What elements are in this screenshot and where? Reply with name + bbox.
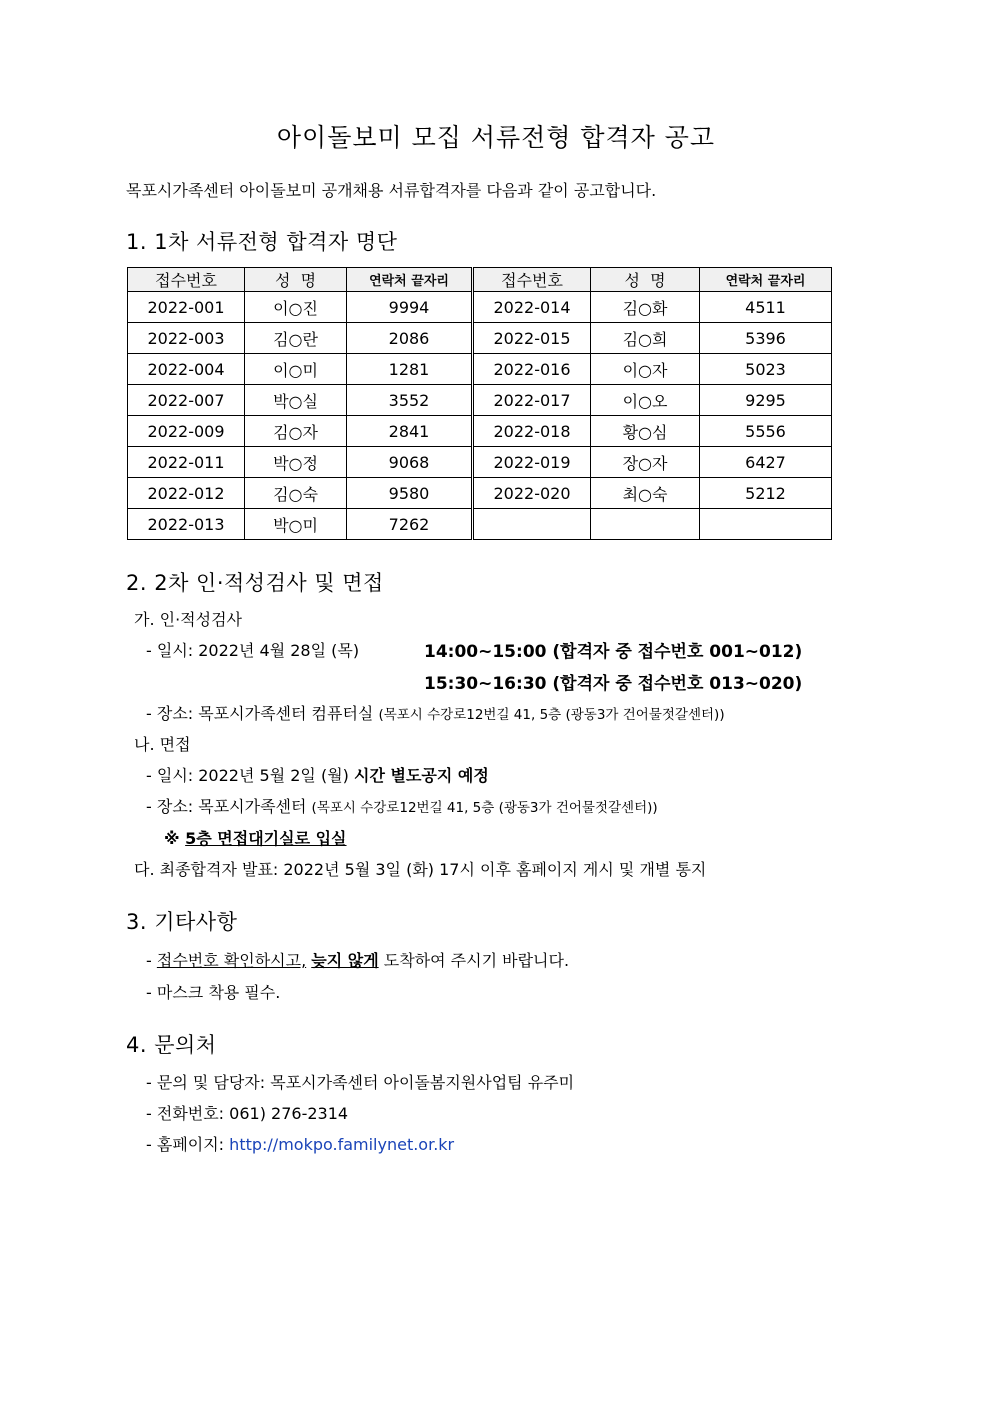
contact-person: - 문의 및 담당자: 목포시가족센터 아이돌봄지원사업팀 유주미 <box>146 1073 575 1092</box>
cell-name: 김○란 <box>245 323 347 354</box>
table-row <box>128 509 832 540</box>
cell-number: 2022-009 <box>128 416 245 447</box>
cell-number: 2022-015 <box>473 323 591 354</box>
cell-number: 2022-003 <box>128 323 245 354</box>
cell-phone-last4: 5396 <box>700 323 832 354</box>
interview-note <box>164 826 347 849</box>
aptitude-place <box>146 701 725 724</box>
final-announcement: 다. 최종합격자 발표: 2022년 5월 3일 (화) 17시 이후 홈페이지 게시 및 개별 통지 <box>134 860 707 879</box>
cell-name: 김○숙 <box>245 478 347 509</box>
cell-name: 박○정 <box>245 447 347 478</box>
applicant-table <box>127 267 832 540</box>
aptitude-place-address: (목포시 수강로12번길 41, 5층 (광동3가 건어물젓갈센터)) <box>378 707 725 723</box>
cell-number: 2022-007 <box>128 385 245 416</box>
table-row <box>128 323 832 354</box>
aptitude-date-text: - 일시: 2022년 4월 28일 (목) <box>146 641 360 660</box>
cell-name: 김○화 <box>591 292 700 323</box>
cell-phone-last4: 5212 <box>700 478 832 509</box>
col-header-phone: 연락처 끝자리 <box>700 268 832 292</box>
cell-phone-last4: 4511 <box>700 292 832 323</box>
cell-number <box>473 509 591 540</box>
page-title: 아이돌보미 모집 서류전형 합격자 공고 <box>276 123 716 152</box>
interview-time-note: 시간 별도공지 예정 <box>354 766 489 785</box>
col-header-number: 접수번호 <box>473 268 591 292</box>
cell-number: 2022-018 <box>473 416 591 447</box>
contact-homepage <box>146 1132 454 1155</box>
cell-name: 이○미 <box>245 354 347 385</box>
cell-phone-last4: 7262 <box>347 509 473 540</box>
col-header-number: 접수번호 <box>128 268 245 292</box>
notice-item-1 <box>146 948 569 971</box>
cell-phone-last4: 6427 <box>700 447 832 478</box>
contact-phone: - 전화번호: 061) 276-2314 <box>146 1104 349 1123</box>
cell-phone-last4: 5023 <box>700 354 832 385</box>
interview-note-text: 5층 면접대기실로 입실 <box>185 829 347 848</box>
cell-phone-last4: 9295 <box>700 385 832 416</box>
cell-name: 이○자 <box>591 354 700 385</box>
col-header-name: 성 명 <box>245 268 347 292</box>
cell-name: 박○미 <box>245 509 347 540</box>
notice-part-2: 늦지 않게 <box>311 951 379 970</box>
table-row <box>128 416 832 447</box>
cell-number: 2022-016 <box>473 354 591 385</box>
aptitude-place-text: - 장소: 목포시가족센터 컴퓨터실 <box>146 704 374 723</box>
aptitude-time2: 15:30~16:30 (합격자 중 접수번호 013~020) <box>424 674 803 694</box>
cell-name <box>591 509 700 540</box>
notice-item-2: - 마스크 착용 필수. <box>146 983 281 1002</box>
cell-name: 장○자 <box>591 447 700 478</box>
section3-heading: 3. 기타사항 <box>126 910 238 934</box>
cell-number: 2022-014 <box>473 292 591 323</box>
table-row <box>128 385 832 416</box>
cell-name: 김○자 <box>245 416 347 447</box>
homepage-label: - 홈페이지: <box>146 1135 225 1154</box>
cell-phone-last4: 1281 <box>347 354 473 385</box>
col-header-phone: 연락처 끝자리 <box>347 268 473 292</box>
notice-part-3: 도착하여 주시기 바랍니다. <box>383 951 570 970</box>
cell-name: 김○희 <box>591 323 700 354</box>
cell-number: 2022-004 <box>128 354 245 385</box>
aptitude-test-label: 가. 인·적성검사 <box>134 610 242 629</box>
col-header-name: 성 명 <box>591 268 700 292</box>
interview-date-text: - 일시: 2022년 5월 2일 (월) <box>146 766 349 785</box>
cell-phone-last4: 3552 <box>347 385 473 416</box>
section4-heading: 4. 문의처 <box>126 1033 217 1057</box>
homepage-link[interactable]: http://mokpo.familynet.or.kr <box>229 1135 455 1154</box>
interview-place <box>146 794 658 817</box>
table-header-row <box>128 268 832 292</box>
cell-number: 2022-019 <box>473 447 591 478</box>
interview-place-address: (목포시 수강로12번길 41, 5층 (광동3가 건어물젓갈센터)) <box>311 800 658 816</box>
cell-phone-last4: 5556 <box>700 416 832 447</box>
section2-heading: 2. 2차 인·적성검사 및 면접 <box>126 571 384 595</box>
cell-phone-last4: 9994 <box>347 292 473 323</box>
notice-part-1: 접수번호 확인하시고, <box>156 951 307 970</box>
notice-dash: - <box>146 951 152 970</box>
interview-place-text: - 장소: 목포시가족센터 <box>146 797 307 816</box>
table-row <box>128 354 832 385</box>
cell-name: 최○숙 <box>591 478 700 509</box>
note-mark: ※ <box>164 829 180 848</box>
cell-name: 이○오 <box>591 385 700 416</box>
cell-number: 2022-017 <box>473 385 591 416</box>
table-row <box>128 447 832 478</box>
cell-number: 2022-011 <box>128 447 245 478</box>
intro-text: 목포시가족센터 아이돌보미 공개채용 서류합격자를 다음과 같이 공고합니다. <box>126 181 657 200</box>
cell-name: 황○심 <box>591 416 700 447</box>
cell-number: 2022-013 <box>128 509 245 540</box>
cell-phone-last4: 9580 <box>347 478 473 509</box>
cell-phone-last4: 2841 <box>347 416 473 447</box>
table-row <box>128 292 832 323</box>
aptitude-time1: 14:00~15:00 (합격자 중 접수번호 001~012) <box>424 642 803 662</box>
cell-phone-last4: 2086 <box>347 323 473 354</box>
cell-phone-last4: 9068 <box>347 447 473 478</box>
section1-heading: 1. 1차 서류전형 합격자 명단 <box>126 230 398 254</box>
cell-name: 박○실 <box>245 385 347 416</box>
cell-number: 2022-020 <box>473 478 591 509</box>
interview-date <box>146 763 489 786</box>
cell-name: 이○진 <box>245 292 347 323</box>
cell-phone-last4 <box>700 509 832 540</box>
interview-label: 나. 면접 <box>134 735 191 754</box>
cell-number: 2022-012 <box>128 478 245 509</box>
aptitude-date <box>146 638 359 661</box>
table-row <box>128 478 832 509</box>
cell-number: 2022-001 <box>128 292 245 323</box>
